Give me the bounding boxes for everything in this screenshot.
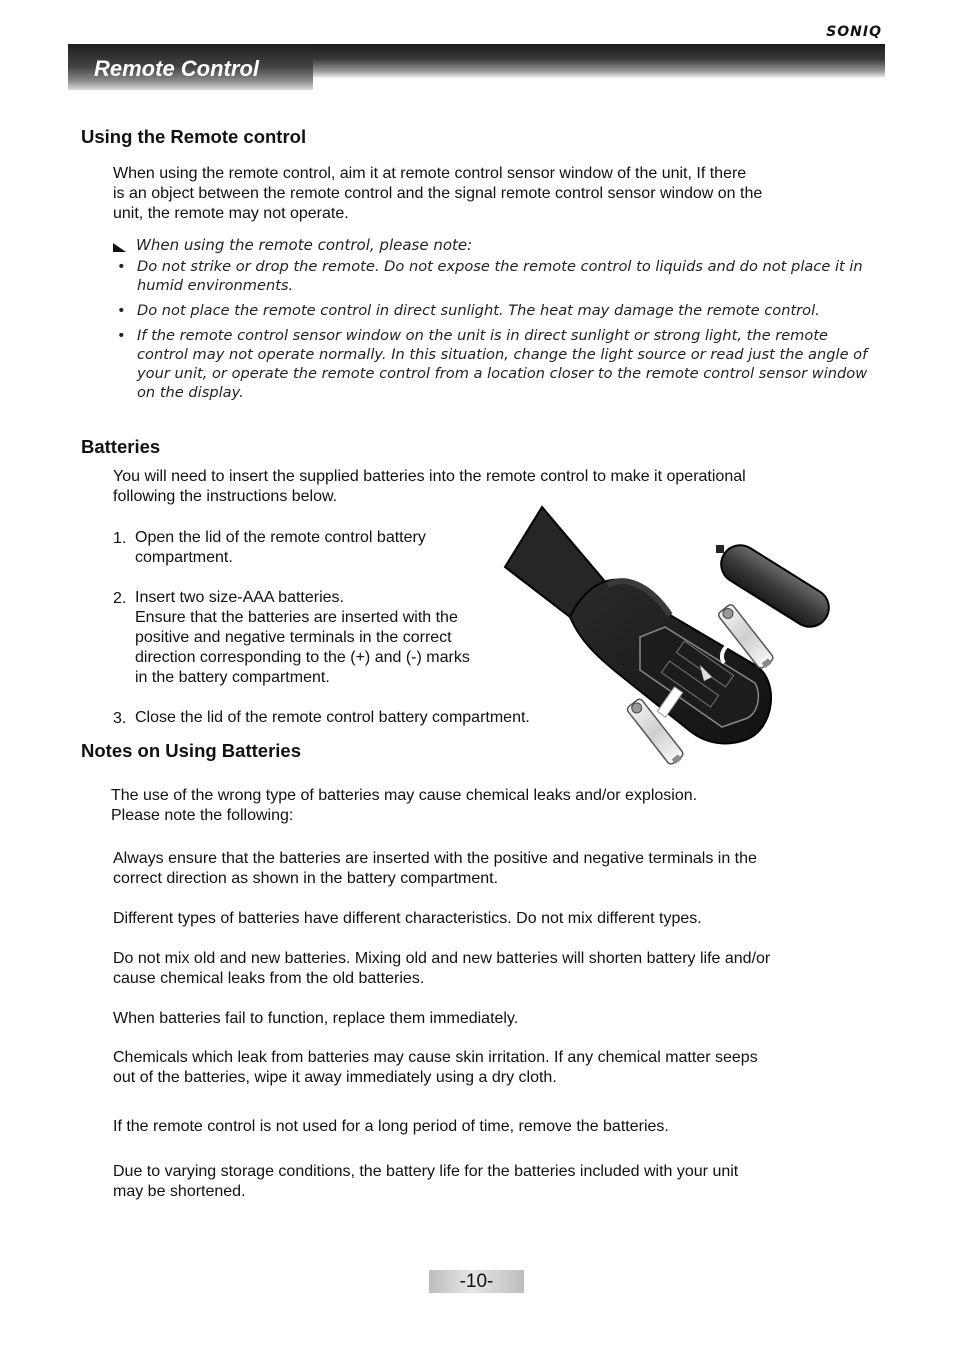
battery-steps-list [113,528,533,748]
list-item [113,1162,873,1202]
step-line: positive and negative terminals in the correct [135,629,452,646]
list-item [113,849,873,889]
item-line: Due to varying storage conditions, the battery life for the batteries included with your unit [113,1163,739,1180]
page-number: -10- [429,1270,524,1293]
note-heading [113,236,472,254]
list-item [113,909,873,929]
item-line: cause chemical leaks from the old batteries. [113,970,425,987]
step-line: Insert two size-AAA batteries. [135,589,344,606]
paragraph-line: Please note the following: [111,807,294,824]
item-line: Chemicals which leak from batteries may cause skin irritation. If any chemical matter seeps [113,1049,758,1066]
section-heading-notes-batteries: Notes on Using Batteries [81,740,301,761]
item-line: Always ensure that the batteries are inserted with the positive and negative terminals in the [113,850,757,867]
note-heading-text: When using the remote control, please note: [136,236,473,254]
step-line: in the battery compartment. [135,669,330,686]
paragraph-line: following the instructions below. [113,488,338,505]
item-line: When batteries fail to function, replace them immediately. [113,1010,519,1027]
item-line: Different types of batteries have different characteristics. Do not mix different types. [113,910,702,927]
item-line: Do not mix old and new batteries. Mixing old and new batteries will shorten battery life and/or [113,950,771,967]
item-line: out of the batteries, wipe it away immediately using a dry cloth. [113,1069,557,1086]
paragraph-line: You will need to insert the supplied batteries into the remote control to make it operational [113,468,746,485]
paragraph-line: unit, the remote may not operate. [113,205,349,222]
step-number: 2. [113,590,127,607]
list-item: • Do not strike or drop the remote. Do not expose the remote control to liquids and do not place it in humid environments. [113,257,883,295]
list-item [113,528,533,568]
item-line: correct direction as shown in the battery compartment. [113,870,499,887]
brand-logo: SONIQ [826,24,882,40]
step-line: compartment. [135,549,233,566]
list-item [113,1117,873,1137]
step-line: direction corresponding to the (+) and (-) marks [135,649,470,666]
step-number: 1. [113,530,127,547]
remote-battery-illustration [500,505,840,770]
step-number: 3. [113,710,127,727]
list-item: • Do not place the remote control in direct sunlight. The heat may damage the remote control. [113,301,883,320]
step-line: Close the lid of the remote control battery compartment. [135,709,530,726]
remote-notes-list [113,257,883,408]
notes-intro [111,786,697,826]
batteries-paragraph [113,467,746,507]
list-item [113,588,533,688]
step-line: Open the lid of the remote control battery [135,529,426,546]
section-heading-batteries: Batteries [81,436,161,457]
note-triangle-icon [113,243,126,252]
item-line: If the remote control is not used for a long period of time, remove the batteries. [113,1118,669,1135]
list-item: • If the remote control sensor window on the unit is in direct sunlight or strong light, the remote control may not operate normally. In this situation, change the light source or read just the angle of your unit, or operate the remote control from a location closer to the remote control sensor window on the display. [113,326,883,402]
page-title: Remote Control [94,56,259,81]
list-item [113,949,873,989]
item-line: may be shortened. [113,1183,246,1200]
paragraph-line: is an object between the remote control and the signal remote control sensor window on the [113,185,763,202]
section-heading-using-remote: Using the Remote control [81,126,307,147]
step-line: Ensure that the batteries are inserted with the [135,609,458,626]
remote-control-illustration [500,505,840,765]
list-item [113,1048,873,1088]
paragraph-line: When using the remote control, aim it at remote control sensor window of the unit, If there [113,165,747,182]
paragraph-line: The use of the wrong type of batteries may cause chemical leaks and/or explosion. [111,787,698,804]
list-item [113,1009,873,1029]
using-remote-paragraph [113,164,762,224]
